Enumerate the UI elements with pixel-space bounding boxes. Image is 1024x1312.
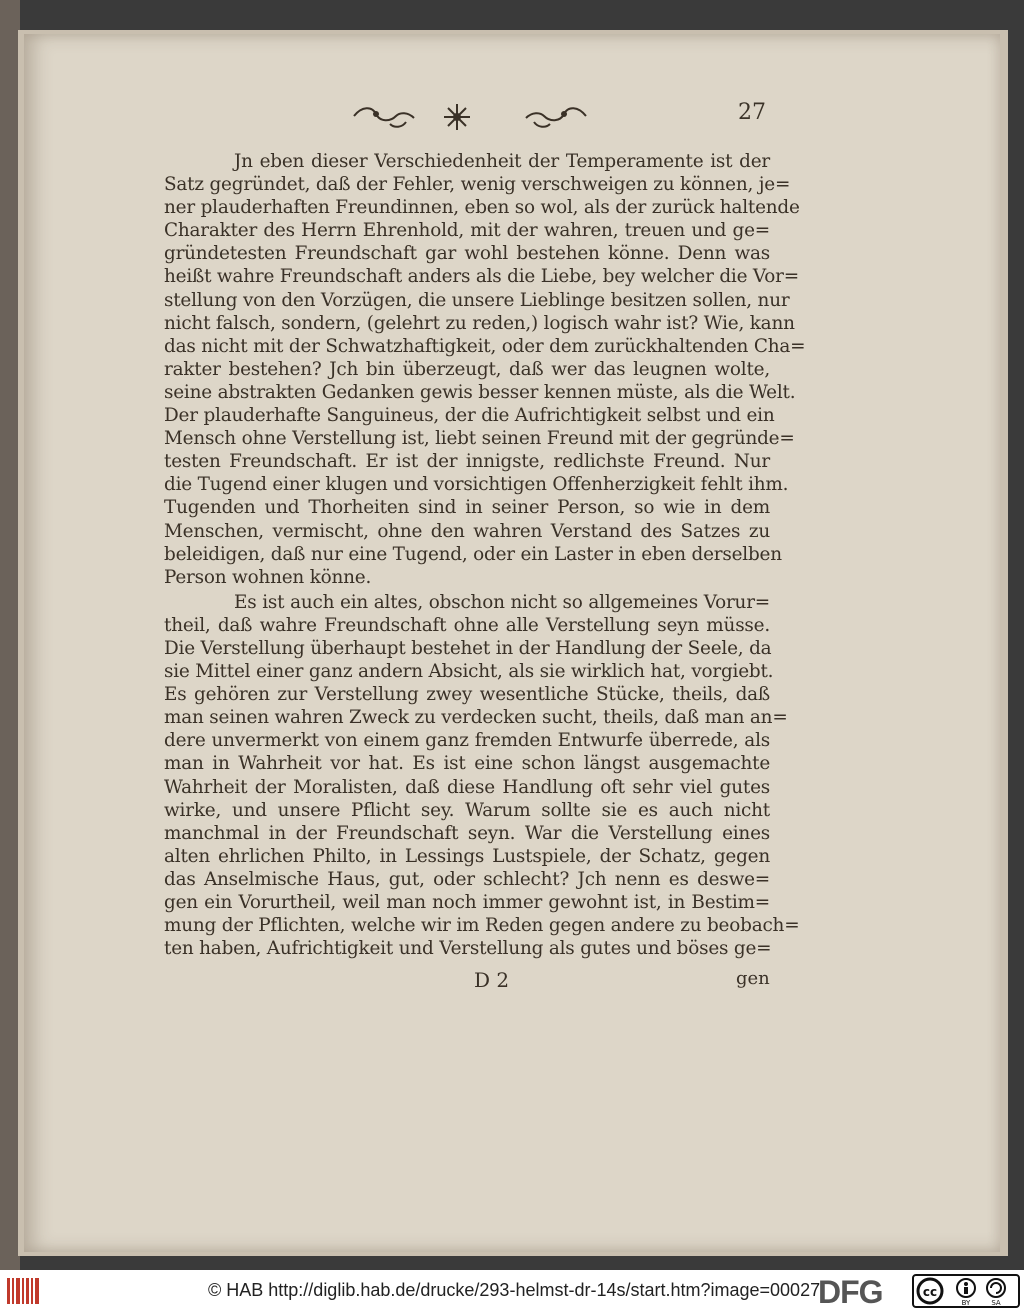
svg-text:BY: BY [961,1299,971,1306]
left-vignette-icon [350,102,420,132]
dfg-logo: DFG [818,1274,883,1310]
text-line: das nicht mit der Schwatzhaftigkeit, oder dem zurückhaltenden Cha= [164,335,806,357]
text-line: dere unvermerkt von einem ganz fremden Entwurfe überrede, als [164,730,770,752]
cc-license-badge[interactable] [912,1274,1020,1308]
svg-text:SA: SA [991,1299,1001,1306]
text-line: alten ehrlichen Philto, in Lessings Lustspiele, der Schatz, gegen [164,845,770,867]
page-number: 27 [738,100,766,125]
text-line: nicht falsch, sondern, (gelehrt zu reden,) logisch wahr ist? Wie, kann [164,312,795,334]
copyright-link[interactable]: © HAB http://diglib.hab.de/drucke/293-helmst-dr-14s/start.htm?image=00027 [208,1280,821,1300]
text-line: ner plauderhaften Freundinnen, eben so wol, als der zurück haltende [164,197,800,219]
right-vignette-icon [520,102,590,132]
text-line: ten haben, Aufrichtigkeit und Verstellung als gutes und böses ge= [164,938,772,960]
text-line: Jn eben dieser Verschiedenheit der Temperamente ist der [234,151,770,172]
text-line: testen Freundschaft. Er ist der innigste, redlichste Freund. Nur [164,451,770,473]
text-line: manchmal in der Freundschaft seyn. War die Verstellung eines [164,822,770,844]
text-line: das Anselmische Haus, gut, oder schlecht? Jch nenn es deswe= [164,868,770,890]
center-star-icon [440,102,474,132]
barcode-icon [6,1276,40,1306]
text-line: Es ist auch ein altes, obschon nicht so allgemeines Vorur= [234,591,770,613]
text-line: man seinen wahren Zweck zu verdecken sucht, theils, daß man an= [164,707,788,729]
text-line: Charakter des Herrn Ehrenhold, mit der wahren, treuen und ge= [164,220,770,242]
text-line: Person wohnen könne. [164,566,372,588]
text-line: sie Mittel einer ganz andern Absicht, als sie wirklich hat, vorgiebt. [164,661,774,683]
svg-text:cc: cc [922,1285,938,1299]
text-line: Der plauderhafte Sanguineus, der die Aufrichtigkeit selbst und ein [164,405,775,427]
text-line: wirke, und unsere Pflicht sey. Warum sollte sie es auch nicht [164,799,770,821]
catchword: gen [736,968,770,989]
page-header [332,96,772,136]
text-line: Mensch ohne Verstellung ist, liebt seinen Freund mit der gegründe= [164,428,795,450]
text-line: gründetesten Freundschaft gar wohl bestehen könne. Denn was [164,243,770,265]
text-line: seine abstrakten Gedanken gewis besser kennen müste, als die Welt. [164,381,796,403]
text-line: Die Verstellung überhaupt bestehet in der Handlung der Seele, da [164,637,772,659]
text-line: theil, daß wahre Freundschaft ohne alle Verstellung seyn müsse. [164,614,770,636]
body-text [164,150,806,960]
footer-bar [0,1270,1024,1312]
text-line: gen ein Vorurtheil, weil man noch immer gewohnt ist, in Bestim= [164,892,770,913]
paragraph-2 [164,591,800,961]
left-page-edge [0,0,20,1270]
paragraph-1 [164,150,806,589]
text-line: beleidigen, daß nur eine Tugend, oder ein Laster in eben derselben [164,543,782,565]
text-line: heißt wahre Freundschaft anders als die Liebe, bey welcher die Vor= [164,266,799,288]
text-line: Tugenden und Thorheiten sind in seiner Person, so wie in dem [164,497,770,519]
text-line: Wahrheit der Moralisten, daß diese Handlung oft sehr viel gutes [164,776,770,798]
text-line: man in Wahrheit vor hat. Es ist eine schon längst ausgemachte [164,753,770,775]
text-line: rakter bestehen? Jch bin überzeugt, daß wer das leugnen wolte, [164,358,770,380]
text-line: Satz gegründet, daß der Fehler, wenig verschweigen zu können, je= [164,174,791,196]
text-line: mung der Pflichten, welche wir im Reden gegen andere zu beobach= [164,915,800,937]
cc-by-sa-icon [914,1276,1018,1306]
text-line: Es gehören zur Verstellung zwey wesentliche Stücke, theils, daß [164,684,770,706]
text-line: die Tugend einer klugen und vorsichtigen Offenherzigkeit fehlt ihm. [164,474,789,496]
text-line: stellung von den Vorzügen, die unsere Lieblinge besitzen sollen, nur [164,289,790,311]
signature-mark: D 2 [474,968,510,992]
text-line: Menschen, vermischt, ohne den wahren Verstand des Satzes zu [164,520,770,542]
